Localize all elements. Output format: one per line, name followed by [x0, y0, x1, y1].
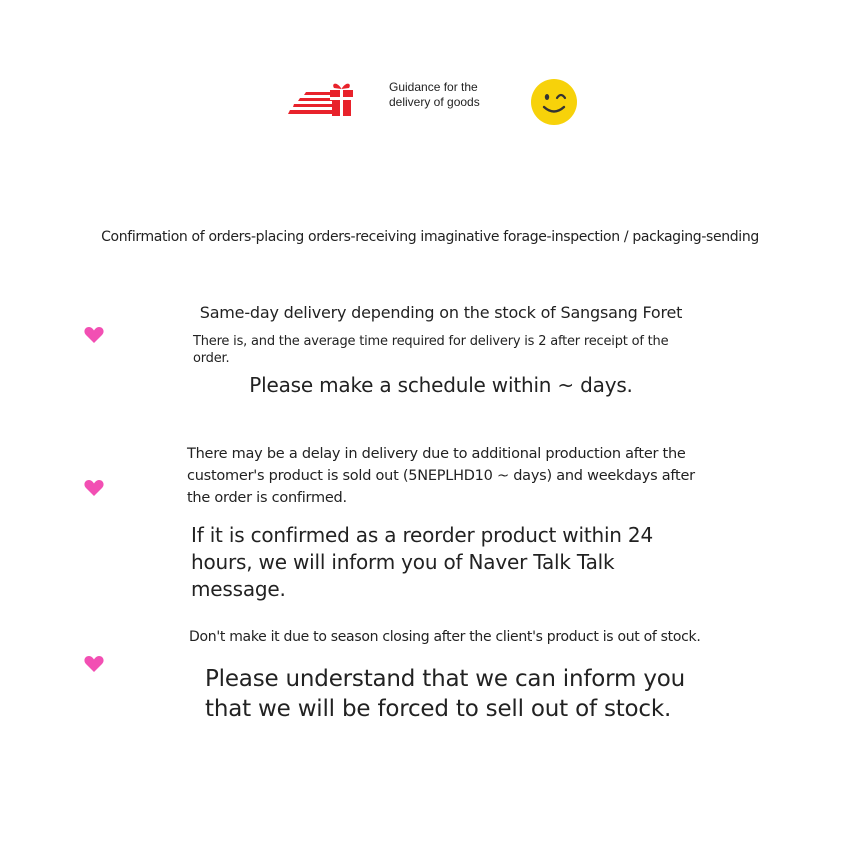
page-title: Guidance for the delivery of goods — [389, 80, 480, 109]
fast-gift-delivery-icon — [288, 80, 356, 120]
section-3-emphasis: Please understand that we can inform you that we will be forced to sell out of stock. — [205, 666, 685, 722]
section-1-emphasis: Please make a schedule within ~ days. — [249, 373, 633, 397]
winking-smiley-icon — [530, 78, 578, 126]
section-3-body: Don't make it due to season closing after the client's product is out of stock. — [189, 629, 701, 645]
section-2-emphasis: If it is confirmed as a reorder product within 24 hours, we will inform you of Naver Talk Talk message. — [191, 523, 653, 601]
pink-heart-icon — [84, 479, 104, 497]
section-1-heading: Same-day delivery depending on the stock of Sangsang Foret — [199, 303, 683, 322]
pink-heart-icon — [84, 326, 104, 344]
section-2-body: There may be a delay in delivery due to additional production after the customer's product is sold out (5NEPLHD10 ~ days) and weekdays after the order is confirmed. — [187, 446, 695, 506]
pink-heart-icon — [84, 655, 104, 673]
process-steps-text: Confirmation of orders-placing orders-receiving imaginative forage-inspection / packaging-sending — [101, 229, 759, 245]
section-1-body: There is, and the average time required for delivery is 2 after receipt of the order. — [193, 334, 669, 366]
